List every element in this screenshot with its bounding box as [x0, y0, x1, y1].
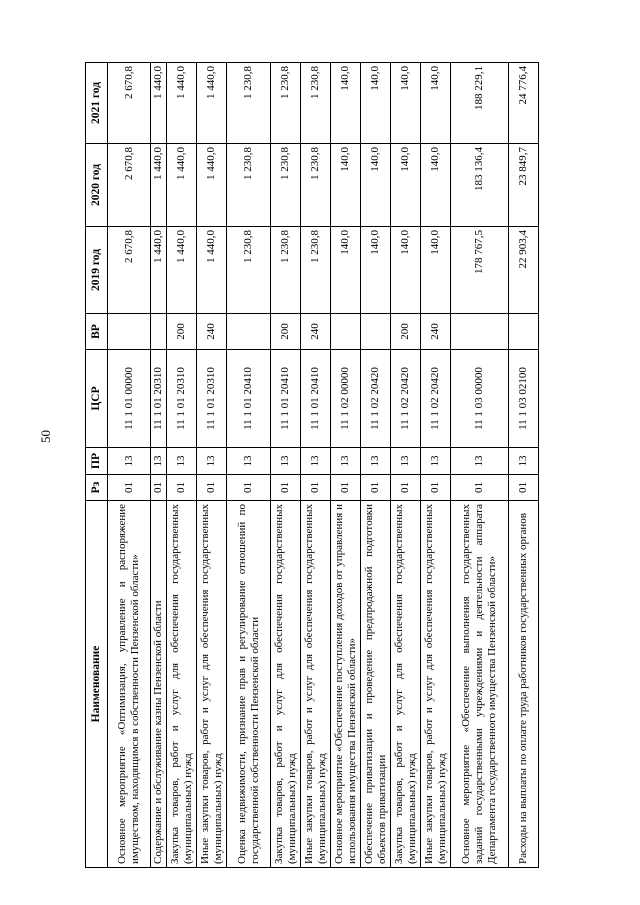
- row-csr: 11 1 01 20310: [151, 350, 167, 448]
- row-csr: 11 1 02 00000: [331, 350, 361, 448]
- row-rz: 01: [421, 475, 451, 501]
- header-name: Наименование: [86, 501, 108, 868]
- row-2020: 23 849,7: [509, 144, 539, 227]
- row-2021: 1 440,0: [167, 63, 197, 144]
- table-header-row: [86, 63, 108, 868]
- header-vr: ВР: [86, 314, 108, 350]
- row-csr: 11 1 01 20410: [301, 350, 331, 448]
- row-vr: 200: [271, 314, 301, 350]
- row-rz: 01: [151, 475, 167, 501]
- row-pr: 13: [197, 448, 227, 475]
- header-2021: 2021 год: [86, 63, 108, 144]
- row-2020: 1 230,8: [301, 144, 331, 227]
- row-csr: 11 1 01 20310: [167, 350, 197, 448]
- row-name: Основное мероприятие «Обеспечение поступления доходов от управления и использования имущества Пензенской области»: [331, 501, 361, 868]
- page-number: 50: [38, 430, 53, 443]
- row-vr: 240: [301, 314, 331, 350]
- row-pr: 13: [421, 448, 451, 475]
- table-body: [108, 63, 539, 868]
- row-rz: 01: [301, 475, 331, 501]
- row-csr: 11 1 01 20310: [197, 350, 227, 448]
- row-vr: [151, 314, 167, 350]
- row-name: Иные закупки товаров, работ и услуг для обеспечения государственных (муниципальных) нужд: [421, 501, 451, 868]
- row-2019: 2 670,8: [108, 227, 151, 314]
- row-name: Иные закупки товаров, работ и услуг для обеспечения государственных (муниципальных) нужд: [197, 501, 227, 868]
- row-2020: 140,0: [361, 144, 391, 227]
- row-rz: 01: [451, 475, 509, 501]
- rotated-table-wrapper: [85, 63, 539, 868]
- row-2021: 140,0: [361, 63, 391, 144]
- row-name: Расходы на выплаты по оплате труда работников государственных органов: [509, 501, 539, 868]
- row-2020: 1 440,0: [167, 144, 197, 227]
- row-2020: 140,0: [331, 144, 361, 227]
- table-row: [361, 63, 391, 868]
- header-csr: ЦСР: [86, 350, 108, 448]
- row-name: Закупка товаров, работ и услуг для обеспечения государственных (муниципальных) нужд: [391, 501, 421, 868]
- row-name: Иные закупки товаров, работ и услуг для обеспечения государственных (муниципальных) нужд: [301, 501, 331, 868]
- row-2019: 1 230,8: [271, 227, 301, 314]
- row-2019: 1 440,0: [151, 227, 167, 314]
- row-pr: 13: [361, 448, 391, 475]
- row-2020: 2 670,8: [108, 144, 151, 227]
- row-name: Обеспечение приватизации и проведение предпродажной подготовки объектов приватизации: [361, 501, 391, 868]
- row-pr: 13: [451, 448, 509, 475]
- row-2019: 140,0: [361, 227, 391, 314]
- row-vr: [108, 314, 151, 350]
- row-pr: 13: [509, 448, 539, 475]
- row-vr: [451, 314, 509, 350]
- row-vr: [509, 314, 539, 350]
- row-2020: 1 230,8: [271, 144, 301, 227]
- table-row: [421, 63, 451, 868]
- header-2019: 2019 год: [86, 227, 108, 314]
- row-rz: 01: [108, 475, 151, 501]
- row-2021: 1 230,8: [301, 63, 331, 144]
- table-row: [167, 63, 197, 868]
- row-vr: [331, 314, 361, 350]
- row-rz: 01: [167, 475, 197, 501]
- row-2021: 140,0: [391, 63, 421, 144]
- row-2020: 140,0: [421, 144, 451, 227]
- row-2021: 1 440,0: [151, 63, 167, 144]
- row-2019: 140,0: [331, 227, 361, 314]
- row-vr: [361, 314, 391, 350]
- row-csr: 11 1 02 20420: [391, 350, 421, 448]
- row-rz: 01: [509, 475, 539, 501]
- row-csr: 11 1 01 00000: [108, 350, 151, 448]
- header-pr: ПР: [86, 448, 108, 475]
- row-rz: 01: [271, 475, 301, 501]
- row-csr: 11 1 01 20410: [271, 350, 301, 448]
- row-name: Основное мероприятие «Обеспечение выполнения государственных заданий государственными учреждениями и деятельности аппарата Департамента государственного имущества Пензенской области»: [451, 501, 509, 868]
- row-pr: 13: [151, 448, 167, 475]
- row-name: Основное мероприятие «Оптимизация, управление и распоряжение имуществом, находящимся в собственности Пензенской области»: [108, 501, 151, 868]
- row-2019: 1 230,8: [227, 227, 271, 314]
- row-2021: 188 229,1: [451, 63, 509, 144]
- row-2019: 1 440,0: [167, 227, 197, 314]
- table-row: [108, 63, 151, 868]
- row-csr: 11 1 01 20410: [227, 350, 271, 448]
- row-2020: 1 440,0: [197, 144, 227, 227]
- row-pr: 13: [271, 448, 301, 475]
- row-2019: 178 767,5: [451, 227, 509, 314]
- row-vr: [227, 314, 271, 350]
- row-2019: 140,0: [391, 227, 421, 314]
- row-vr: 200: [167, 314, 197, 350]
- row-name: Закупка товаров, работ и услуг для обеспечения государственных (муниципальных) нужд: [271, 501, 301, 868]
- table-row: [509, 63, 539, 868]
- row-pr: 13: [227, 448, 271, 475]
- row-csr: 11 1 02 20420: [361, 350, 391, 448]
- row-2019: 1 440,0: [197, 227, 227, 314]
- row-2019: 22 903,4: [509, 227, 539, 314]
- row-2021: 140,0: [421, 63, 451, 144]
- table-row: [227, 63, 271, 868]
- row-vr: 240: [421, 314, 451, 350]
- row-2020: 183 136,4: [451, 144, 509, 227]
- row-pr: 13: [167, 448, 197, 475]
- row-2019: 140,0: [421, 227, 451, 314]
- row-2020: 1 230,8: [227, 144, 271, 227]
- table-row: [197, 63, 227, 868]
- row-vr: 240: [197, 314, 227, 350]
- row-pr: 13: [108, 448, 151, 475]
- row-vr: 200: [391, 314, 421, 350]
- row-pr: 13: [391, 448, 421, 475]
- table-row: [301, 63, 331, 868]
- budget-table: [85, 62, 539, 868]
- table-row: [331, 63, 361, 868]
- row-rz: 01: [331, 475, 361, 501]
- row-rz: 01: [197, 475, 227, 501]
- row-name: Закупка товаров, работ и услуг для обеспечения государственных (муниципальных) нужд: [167, 501, 197, 868]
- header-rz: Рз: [86, 475, 108, 501]
- table-row: [451, 63, 509, 868]
- row-2020: 1 440,0: [151, 144, 167, 227]
- row-2021: 1 230,8: [271, 63, 301, 144]
- row-csr: 11 1 03 02100: [509, 350, 539, 448]
- row-csr: 11 1 03 00000: [451, 350, 509, 448]
- row-pr: 13: [301, 448, 331, 475]
- row-rz: 01: [361, 475, 391, 501]
- row-2021: 1 230,8: [227, 63, 271, 144]
- row-2019: 1 230,8: [301, 227, 331, 314]
- row-rz: 01: [227, 475, 271, 501]
- table-row: [151, 63, 167, 868]
- row-2021: 140,0: [331, 63, 361, 144]
- table-row: [271, 63, 301, 868]
- row-2021: 2 670,8: [108, 63, 151, 144]
- row-2020: 140,0: [391, 144, 421, 227]
- row-name: Содержание и обслуживание казны Пензенской области: [151, 501, 167, 868]
- header-2020: 2020 год: [86, 144, 108, 227]
- row-2021: 1 440,0: [197, 63, 227, 144]
- row-name: Оценка недвижимости, признание прав и регулирование отношений по государственной собственности Пензенской области: [227, 501, 271, 868]
- row-rz: 01: [391, 475, 421, 501]
- row-pr: 13: [331, 448, 361, 475]
- row-2021: 24 776,4: [509, 63, 539, 144]
- row-csr: 11 1 02 20420: [421, 350, 451, 448]
- table-row: [391, 63, 421, 868]
